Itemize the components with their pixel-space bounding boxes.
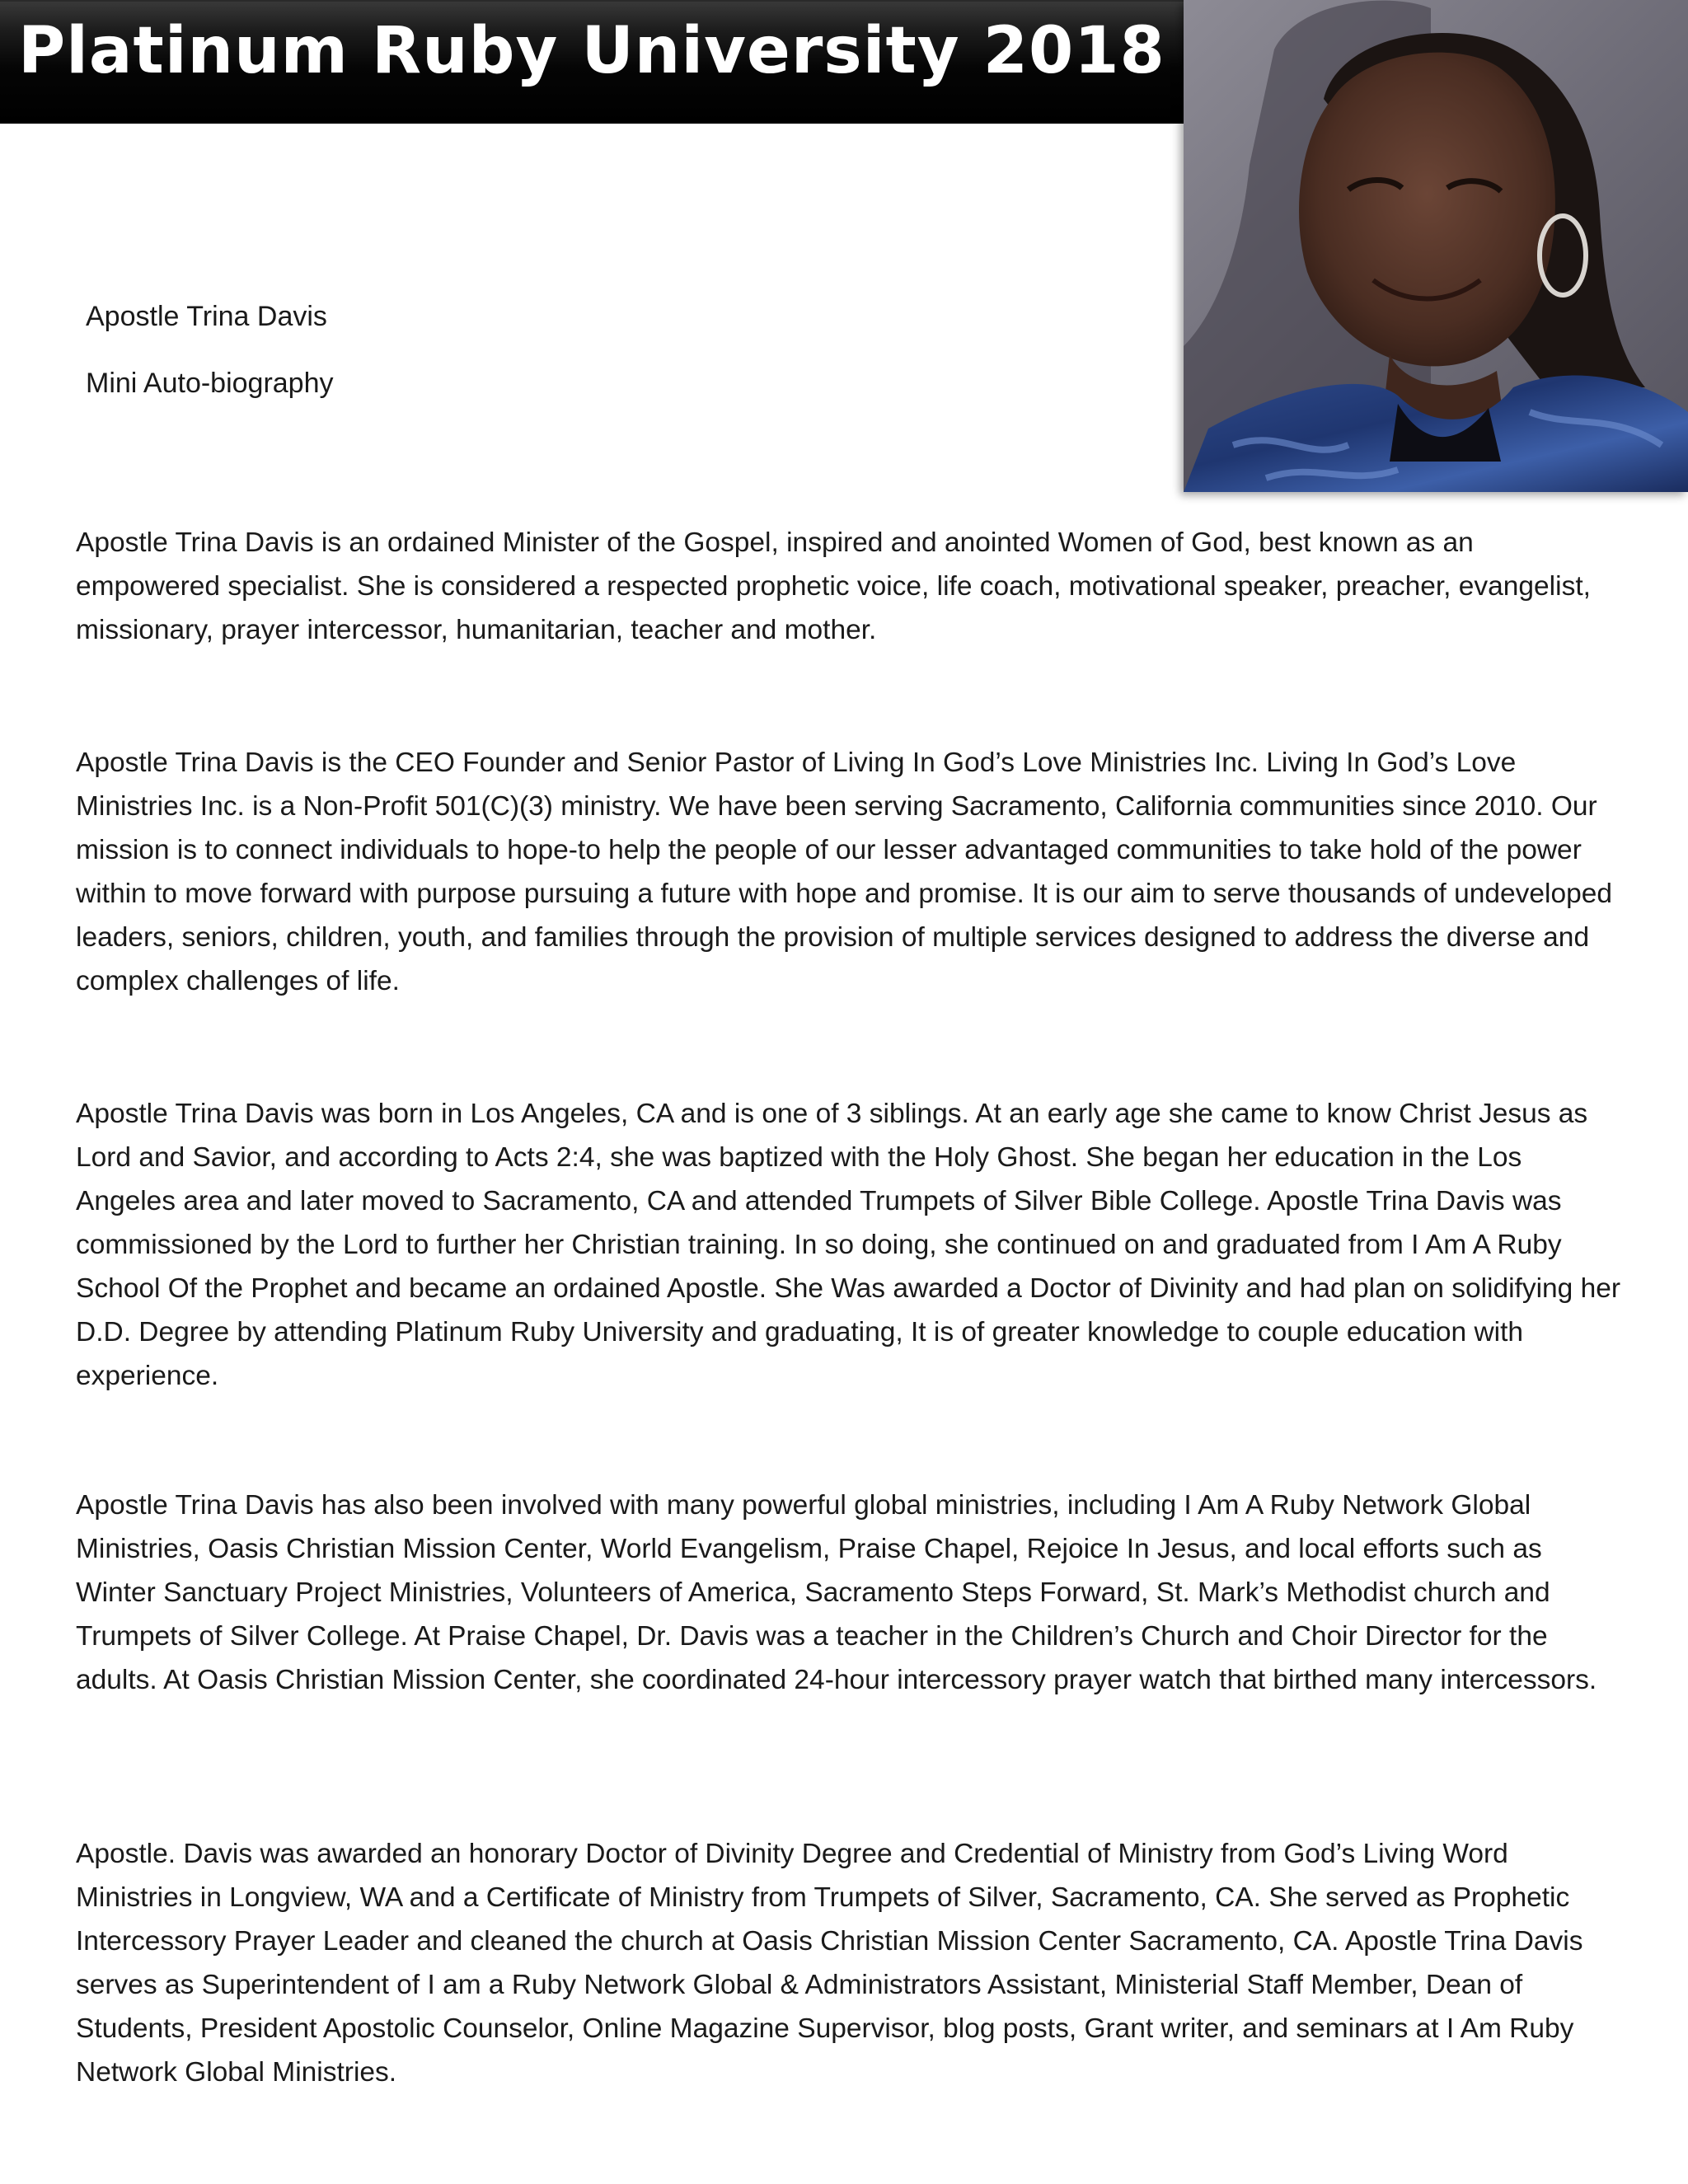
document-title: Platinum Ruby University 2018 (18, 14, 1165, 88)
bio-paragraph-3: Apostle Trina Davis was born in Los Angeles, CA and is one of 3 siblings. At an early age she came to know Christ Jesus as Lord and Savior, and according to Acts 2:4, she was baptized with the Holy Ghost. She began her education in the Los Angeles area and later moved to Sacramento, CA and attended Trumpets of Silver Bible College. Apostle Trina Davis was commissioned by the Lord to further her Christian training. In so doing, she continued on and graduated from I Am A Ruby School Of the Prophet and became an ordained Apostle. She Was awarded a Doctor of Divinity and had plan on solidifying her D.D. Degree by attending Platinum Ruby University and graduating, It is of greater knowledge to couple education with experience. (76, 1099, 1621, 1391)
bio-subtitle-heading: Mini Auto-biography (86, 368, 334, 399)
bio-paragraph-4: Apostle Trina Davis has also been involved with many powerful global ministries, including I Am A Ruby Network Global Ministries, Oasis Christian Mission Center, World Evangelism, Praise Chapel, Rejoice In Jesus, and local efforts such as Winter Sanctuary Project Ministries, Volunteers of America, Sacramento Steps Forward, St. Mark’s Methodist church and Trumpets of Silver College. At Praise Chapel, Dr. Davis was a teacher in the Children’s Church and Choir Director for the adults. At Oasis Christian Mission Center, she coordinated 24-hour intercessory prayer watch that birthed many intercessors. (76, 1490, 1597, 1695)
portrait-photo (1184, 0, 1688, 492)
bio-paragraph-1: Apostle Trina Davis is an ordained Minister of the Gospel, inspired and anointed Women of God, best known as an empowered specialist. She is considered a respected prophetic voice, life coach, motivational speaker, preacher, evangelist, missionary, prayer intercessor, humanitarian, teacher and mother. (76, 527, 1591, 645)
bio-paragraph-5: Apostle. Davis was awarded an honorary Doctor of Divinity Degree and Credential of Ministry from God’s Living Word Ministries in Longview, WA and a Certificate of Ministry from Trumpets of Silver, Sacramento, CA. She served as Prophetic Intercessory Prayer Leader and cleaned the church at Oasis Christian Mission Center Sacramento, CA. Apostle Trina Davis serves as Superintendent of I am a Ruby Network Global & Administrators Assistant, Ministerial Staff Member, Dean of Students, President Apostolic Counselor, Online Magazine Supervisor, blog posts, Grant writer, and seminars at I Am Ruby Network Global Ministries. (76, 1839, 1583, 2088)
title-banner (0, 0, 1185, 124)
bio-name-heading: Apostle Trina Davis (86, 301, 327, 332)
portrait-photo-icon (1184, 0, 1688, 492)
bio-paragraph-2: Apostle Trina Davis is the CEO Founder and Senior Pastor of Living In God’s Love Ministries Inc. Living In God’s Love Ministries Inc. is a Non-Profit 501(C)(3) ministry. We have been serving Sacramento, California communities since 2010. Our mission is to connect individuals to hope-to help the people of our lesser advantaged communities to take hold of the power within to move forward with purpose pursuing a future with hope and promise. It is our aim to serve thousands of undeveloped leaders, seniors, children, youth, and families through the provision of multiple services designed to address the diverse and complex challenges of life. (76, 748, 1613, 996)
